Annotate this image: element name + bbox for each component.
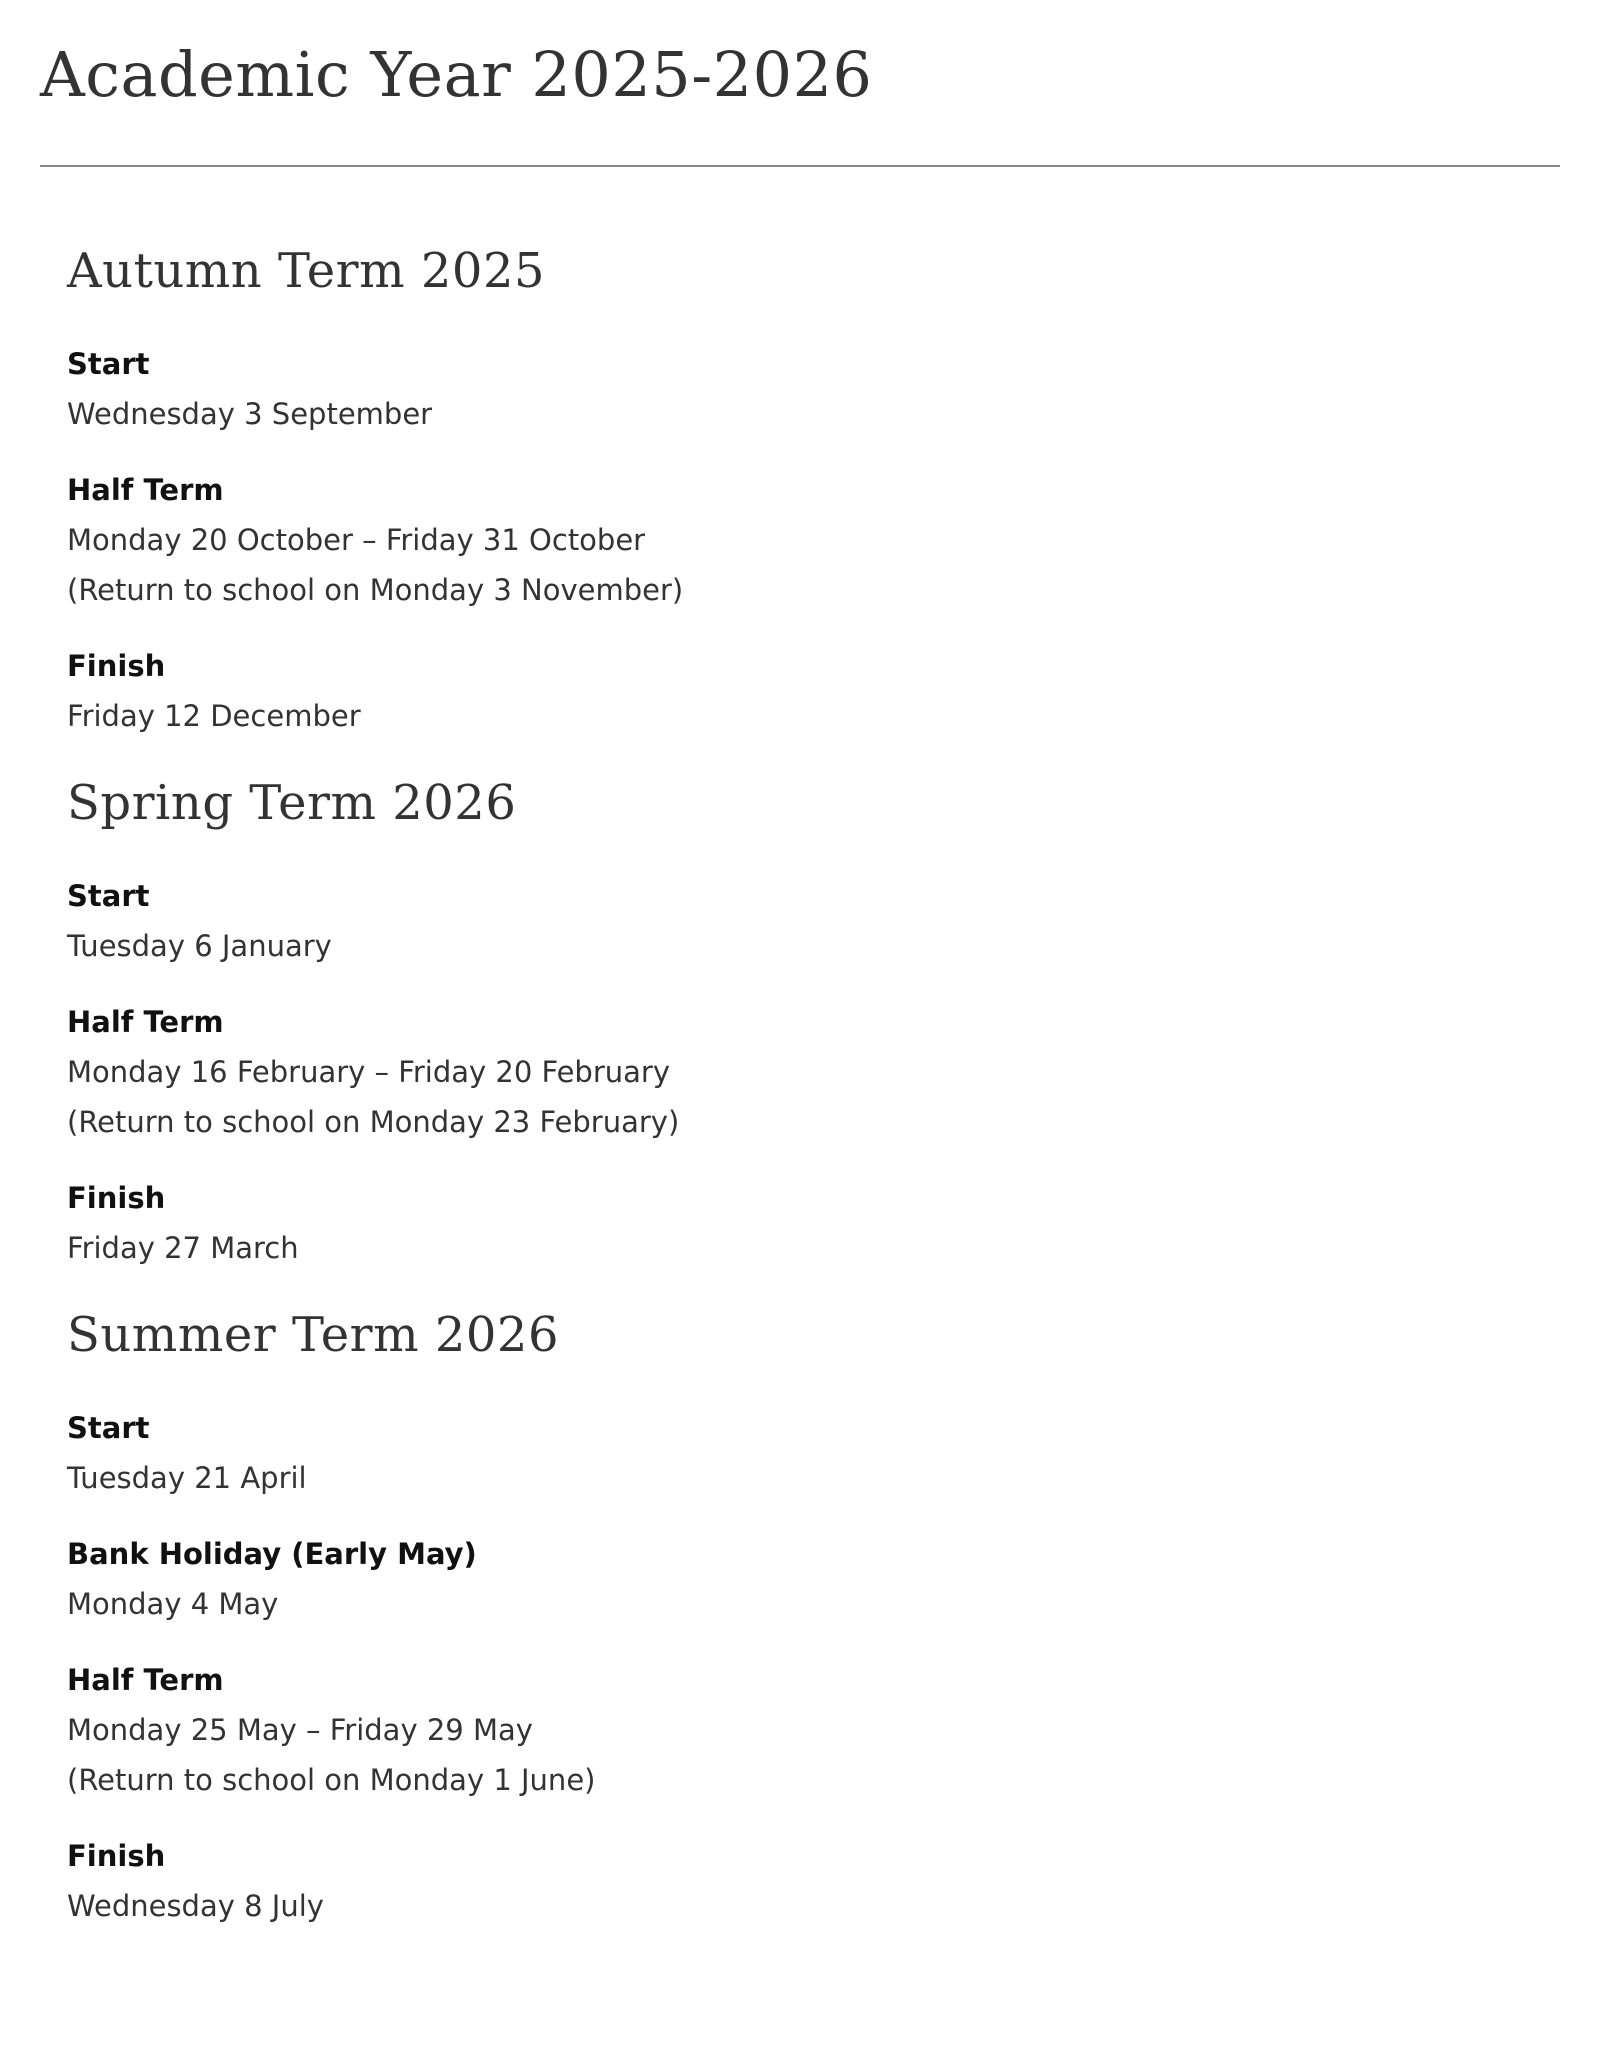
term-section-autumn [67,235,1467,741]
entry-return-note: (Return to school on Monday 3 November) [67,573,684,607]
entry-date: Wednesday 8 July [67,1889,324,1923]
entry-date: Friday 12 December [67,699,361,733]
term-section-spring [67,767,1467,1273]
term-entry-finish [67,1831,1467,1931]
entry-label: Half Term [67,1663,224,1697]
entry-date: Monday 4 May [67,1587,279,1621]
term-entry-start [67,1403,1467,1503]
entry-return-note: (Return to school on Monday 23 February) [67,1105,680,1139]
entry-label: Bank Holiday (Early May) [67,1537,477,1571]
entry-date: Monday 25 May – Friday 29 May [67,1713,533,1747]
term-heading: Summer Term 2026 [67,1307,560,1363]
entry-label: Half Term [67,1005,224,1039]
term-entry-half-term [67,465,1467,615]
entry-label: Finish [67,1839,166,1873]
term-entry-start [67,871,1467,971]
entry-date: Wednesday 3 September [67,397,433,431]
entry-label: Half Term [67,473,224,507]
entry-date: Tuesday 21 April [67,1461,307,1495]
entry-date: Tuesday 6 January [67,929,332,963]
term-entry-finish [67,1173,1467,1273]
entry-label: Finish [67,1181,166,1215]
term-entry-start [67,339,1467,439]
term-section-summer [67,1299,1467,1931]
entry-date: Friday 27 March [67,1231,299,1265]
term-dates-list [67,235,1467,1957]
term-entry-bank-holiday [67,1529,1467,1629]
entry-label: Start [67,347,150,381]
entry-return-note: (Return to school on Monday 1 June) [67,1763,596,1797]
term-entry-finish [67,641,1467,741]
entry-label: Start [67,879,150,913]
page-title: Academic Year 2025-2026 [40,38,873,111]
term-heading: Autumn Term 2025 [67,243,546,299]
entry-label: Finish [67,649,166,683]
term-entry-half-term [67,1655,1467,1805]
entry-date: Monday 16 February – Friday 20 February [67,1055,670,1089]
term-heading: Spring Term 2026 [67,775,517,831]
entry-label: Start [67,1411,150,1445]
entry-date: Monday 20 October – Friday 31 October [67,523,646,557]
term-entry-half-term [67,997,1467,1147]
title-divider [40,165,1560,167]
